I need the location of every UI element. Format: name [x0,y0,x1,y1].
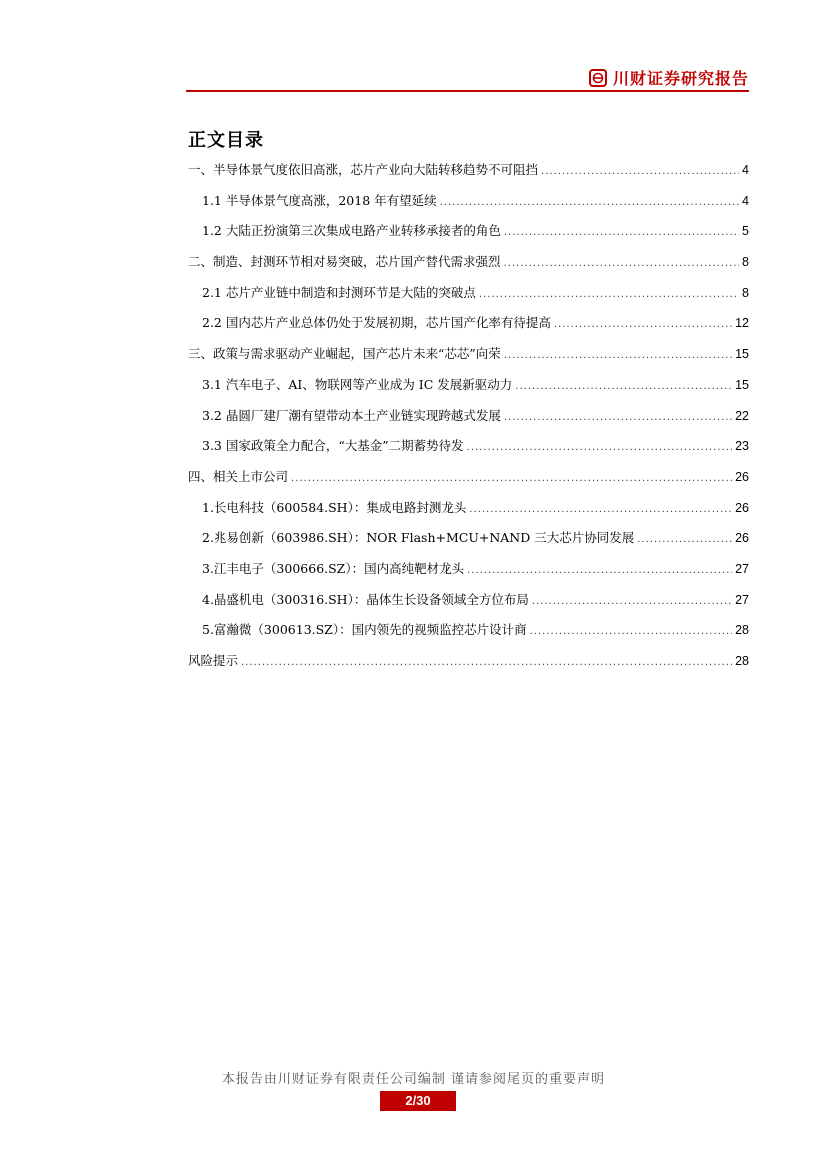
toc-leader-dots [504,227,739,238]
toc-entry[interactable] [188,221,749,252]
toc-leader-dots [241,657,732,668]
toc-entry-page: 4 [742,163,749,177]
toc-leader-dots [469,504,732,515]
toc-leader-dots [515,381,732,392]
toc-entry-title: 5.富瀚微（300613.SZ）：国内领先的视频监控芯片设计商 [202,622,527,638]
toc-entry[interactable] [188,375,749,406]
toc-entry[interactable] [188,590,749,621]
toc-entry-title: 风险提示 [188,653,239,668]
toc-entry-title: 3.江丰电子（300666.SZ）：国内高纯靶材龙头 [202,560,465,576]
toc-leader-dots [467,565,732,576]
toc-entry-page: 23 [735,439,749,454]
toc-entry-page: 28 [735,623,749,638]
toc-entry-page: 26 [735,469,749,484]
company-logo-icon [589,69,607,87]
toc-entry[interactable] [188,436,749,467]
toc-entry-title: 1.1 半导体景气度高涨，2018 年有望延续 [202,192,437,208]
toc-entry[interactable] [188,283,749,314]
toc-entry-title: 3.1 汽车电子、AI、物联网等产业成为 IC 发展新驱动力 [202,376,513,392]
toc-entry-page: 27 [735,592,749,607]
toc-entry-page: 26 [735,500,749,515]
toc-entry-title: 1.长电科技（600584.SH）：集成电路封测龙头 [202,499,467,515]
toc-entry-title: 三、政策与需求驱动产业崛起，国产芯片未来“芯芯”向荣 [188,346,501,362]
toc-entry[interactable] [188,406,749,437]
toc-entry[interactable] [188,313,749,344]
toc-entry[interactable] [188,160,749,191]
toc-title: 正文目录 [188,130,264,151]
toc-leader-dots [440,197,739,208]
page-number-badge: 2/30 [380,1091,456,1111]
toc-leader-dots [554,319,732,330]
toc-entry[interactable] [188,344,749,375]
toc-leader-dots [532,596,732,607]
toc-entry[interactable] [188,252,749,283]
toc-entry[interactable] [188,467,749,498]
toc-entry-title: 1.2 大陆正扮演第三次集成电路产业转移承接者的角色 [202,223,501,239]
header-divider [186,90,749,92]
toc-entry-title: 四、相关上市公司 [188,468,289,484]
header-brand [589,66,749,89]
toc-leader-dots [504,350,732,361]
toc-entry-title: 3.2 晶圆厂建厂潮有望带动本土产业链实现跨越式发展 [202,407,501,423]
toc-leader-dots [504,412,732,423]
toc-entry-title: 二、制造、封测环节相对易突破，芯片国产替代需求强烈 [188,254,501,270]
toc-entry[interactable] [188,620,749,651]
toc-entry-page: 8 [742,255,749,270]
toc-entry-title: 2.2 国内芯片产业总体仍处于发展初期，芯片国产化率有待提高 [202,315,551,331]
toc-leader-dots [504,258,740,269]
toc-leader-dots [637,534,732,545]
toc-entry[interactable] [188,559,749,590]
toc-entry-page: 5 [742,224,749,239]
toc-entry-title: 4.晶盛机电（300316.SH）：晶体生长设备领域全方位布局 [202,591,529,607]
toc-leader-dots [467,442,732,453]
toc-entry[interactable] [188,498,749,529]
toc-leader-dots [479,289,739,300]
toc-entry-title: 2.1 芯片产业链中制造和封测环节是大陆的突破点 [202,284,476,300]
toc-entry-page: 15 [735,377,749,392]
toc-leader-dots [291,473,732,484]
toc-entry[interactable] [188,191,749,222]
toc-entry-page: 27 [735,561,749,576]
toc-entry-title: 3.3 国家政策全力配合，“大基金”二期蓄势待发 [202,438,464,454]
footer-disclaimer: 本报告由川财证券有限责任公司编制 谨请参阅尾页的重要声明 [221,1072,606,1087]
toc-entry-page: 22 [735,408,749,423]
toc-entry-page: 26 [735,531,749,546]
brand-name: 川财证券研究报告 [612,69,749,88]
toc-leader-dots [530,626,732,637]
toc-entry[interactable] [188,651,749,682]
toc-leader-dots [541,166,739,177]
toc-entry-page: 28 [735,654,749,668]
toc-entry-title: 2.兆易创新（603986.SH）：NOR Flash+MCU+NAND 三大芯片协同发展 [202,530,635,546]
toc-entry-page: 15 [735,347,749,362]
toc-entry[interactable] [188,528,749,559]
toc-entry-title: 一、半导体景气度依旧高涨，芯片产业向大陆转移趋势不可阻挡 [188,162,539,177]
toc-entry-page: 8 [742,285,749,300]
toc-entry-page: 4 [742,193,749,208]
toc-entry-page: 12 [735,316,749,331]
toc-list [188,160,749,682]
